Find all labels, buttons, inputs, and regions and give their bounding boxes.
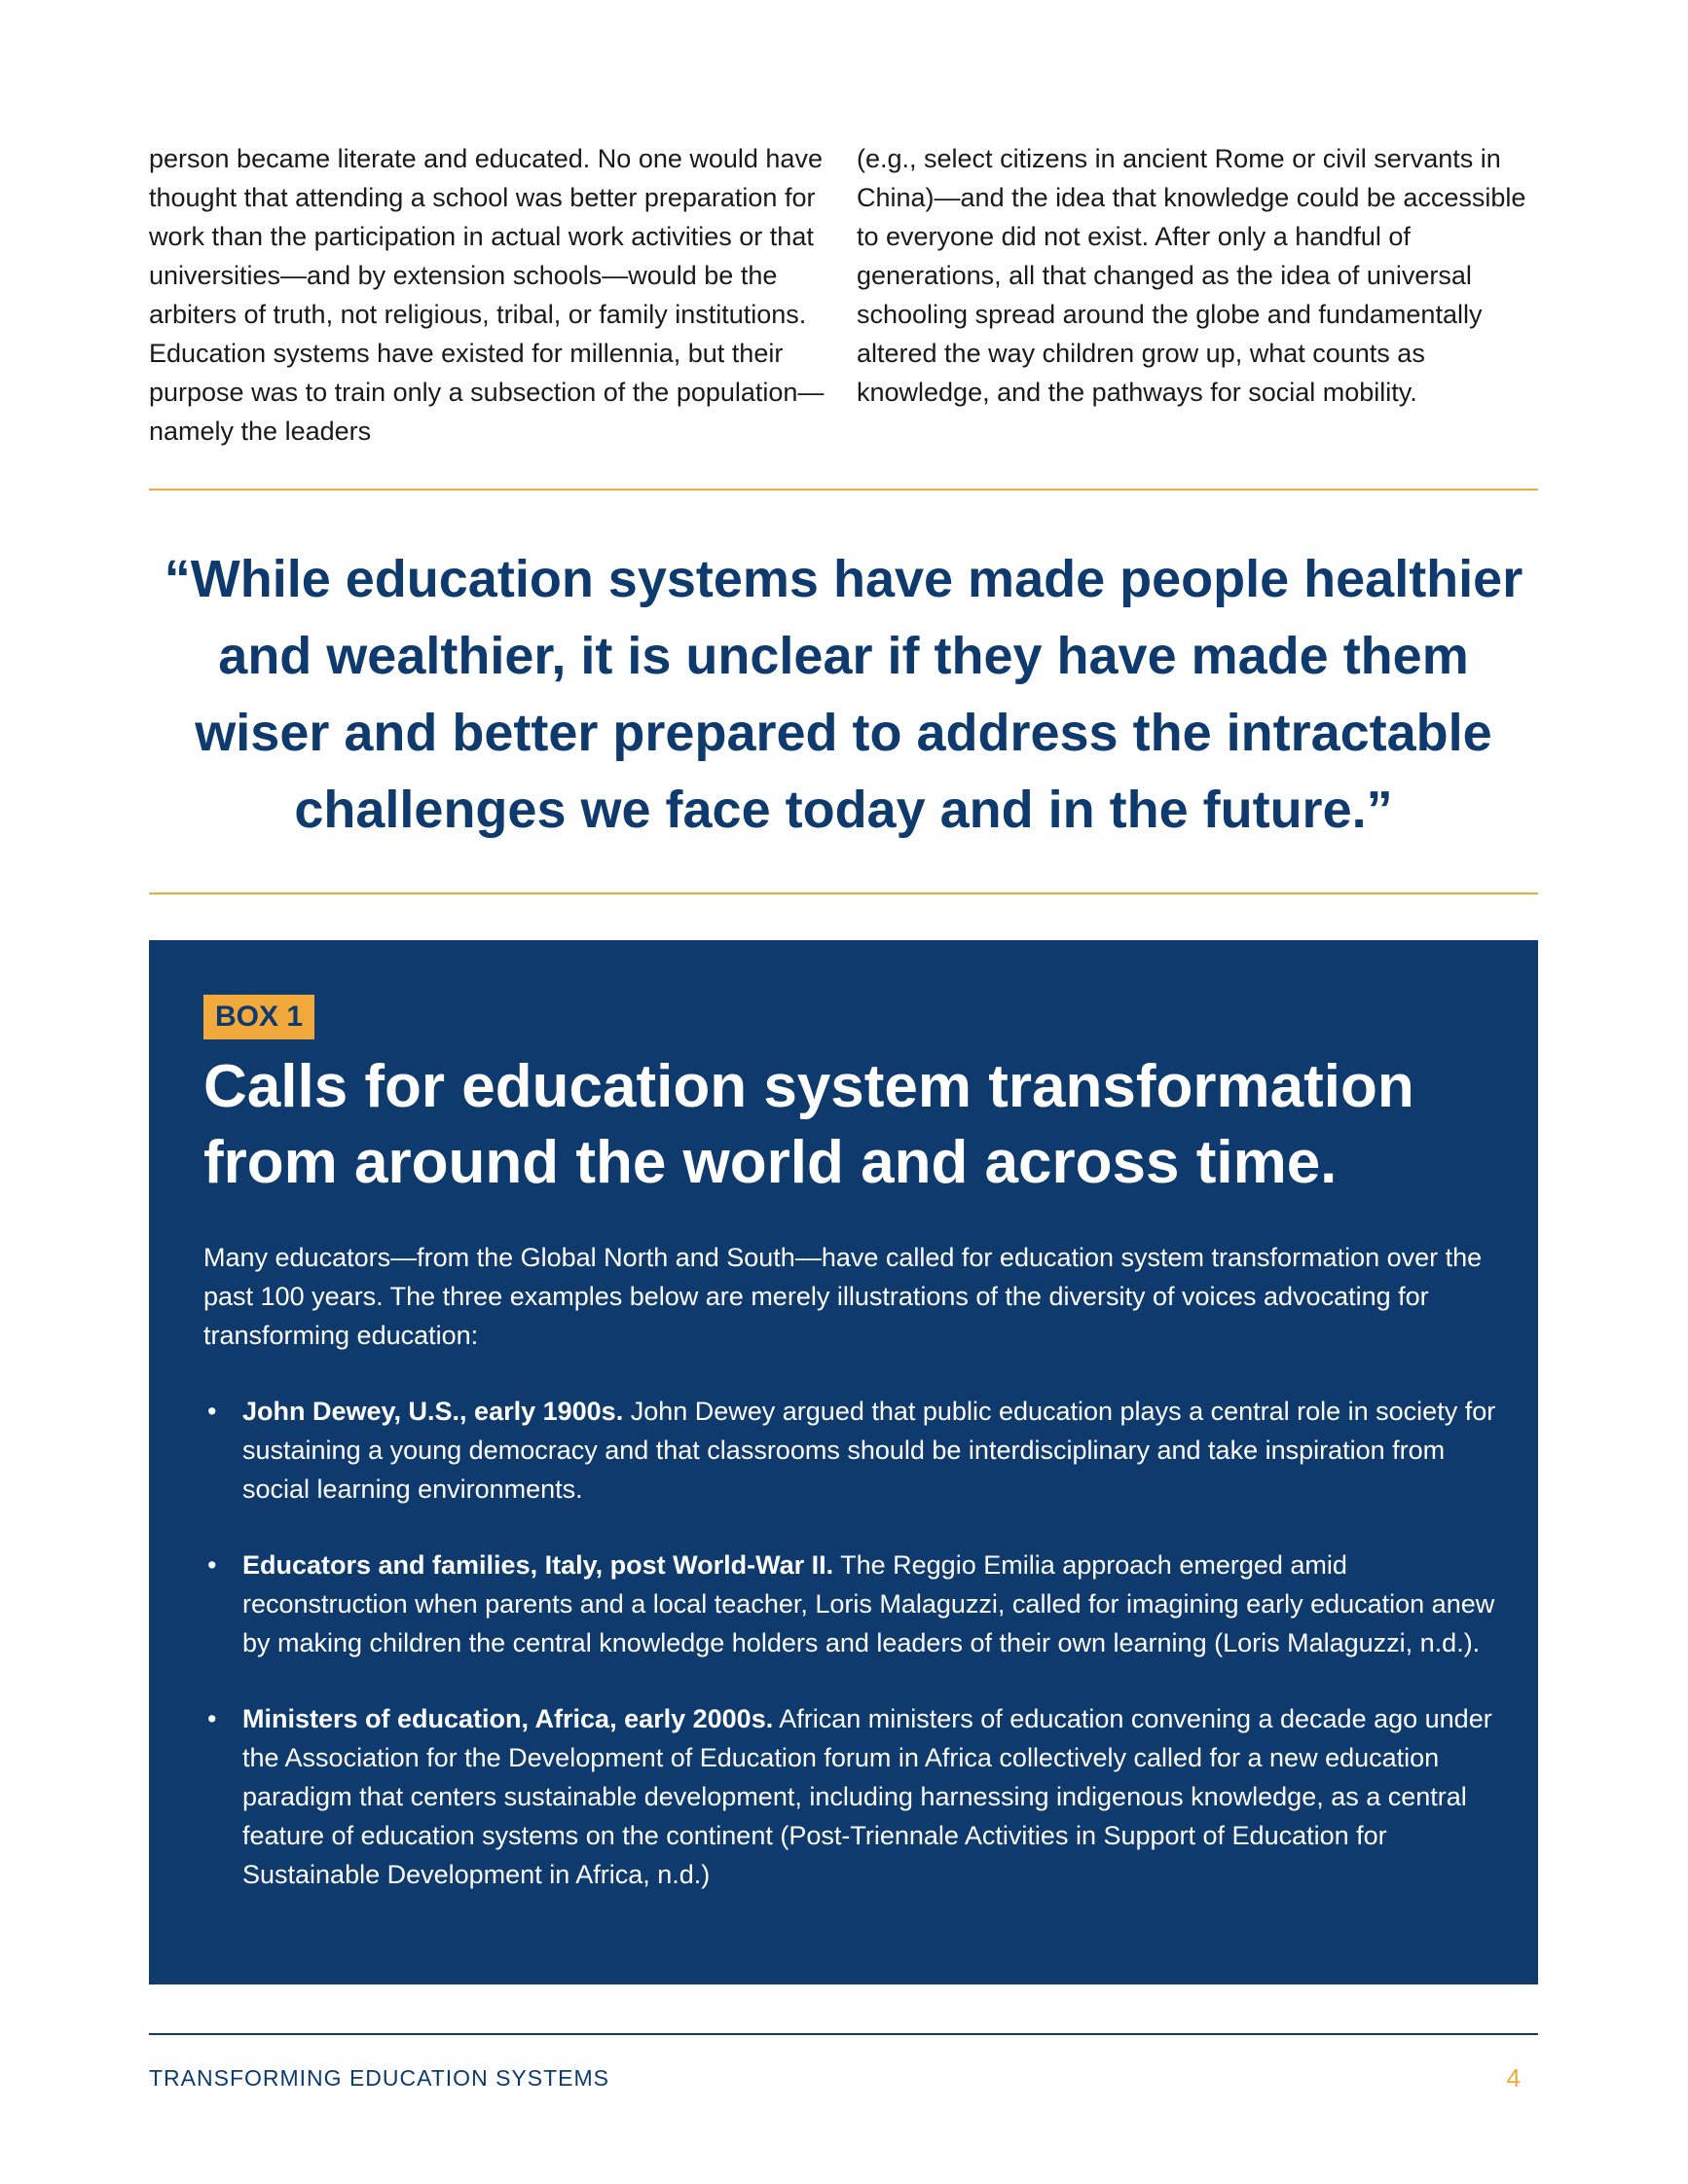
pullquote-bottom-rule	[149, 892, 1538, 894]
list-item-text: John Dewey argued that public education plays a central role in society for sustaining a young democracy and that classrooms should be interdisciplinary and take inspiration from social learning environments.	[242, 1397, 1496, 1504]
list-item	[203, 1546, 1498, 1662]
bullet-icon: •	[207, 1704, 217, 1733]
page-number: 4	[1506, 2063, 1521, 2093]
list-item	[203, 1699, 1498, 1894]
footer-rule	[149, 2033, 1538, 2035]
bullet-icon: •	[207, 1550, 217, 1580]
box-intro: Many educators—from the Global North and South—have called for education system transformation over the past 100 years. The three examples below are merely illustrations of the diversity of voices advocating for transforming education:	[203, 1243, 1483, 1350]
pullquote-line: and wealthier, it is unclear if they have made them	[218, 627, 1469, 685]
box-title-line: Calls for education system transformation	[203, 1053, 1414, 1120]
list-item	[203, 1392, 1498, 1509]
pullquote-line: wiser and better prepared to address the intractable	[195, 704, 1492, 762]
running-title: TRANSFORMING EDUCATION SYSTEMS	[149, 2065, 609, 2091]
body-columns	[149, 139, 1538, 451]
list-item-text: The Reggio Emilia approach emerged amid reconstruction when parents and a local teacher, Loris Malaguzzi, called for imagining early education anew by making children the central knowledge holders and leaders of their own learning (Loris Malaguzzi, n.d.).	[242, 1550, 1495, 1657]
body-column-left: person became literate and educated. No one would have thought that attending a school was better preparation for work than the participation in actual work activities or that universities—and by extension schools—would be the arbiters of truth, not religious, tribal, or family institutions. Education systems have existed for millennia, but their purpose was to train only a subsection of the population—namely the leaders	[149, 144, 825, 446]
body-column-right: (e.g., select citizens in ancient Rome or civil servants in China)—and the idea that knowledge could be accessible to everyone did not exist. After only a handful of generations, all that changed as the idea of universal schooling spread around the globe and fundamentally altered the way children grow up, what counts as knowledge, and the pathways for social mobility.	[857, 144, 1526, 407]
pullquote-top-rule	[149, 489, 1538, 491]
box-label-badge: BOX 1	[203, 995, 314, 1039]
list-item-lead: Educators and families, Italy, post World-War II.	[242, 1550, 834, 1580]
list-item-lead: John Dewey, U.S., early 1900s.	[242, 1397, 624, 1426]
list-item-text: African ministers of education convening a decade ago under the Association for the Development of Education forum in Africa collectively called for a new education paradigm that centers sustainable development, including harnessing indigenous knowledge, as a central feature of education systems on the continent (Post-Triennale Activities in Support of Education for Sustainable Development in Africa, n.d.)	[242, 1704, 1492, 1889]
box-bullet-list	[203, 1392, 1498, 1894]
pullquote	[149, 541, 1538, 849]
sidebar-box-content	[203, 995, 1498, 1931]
document-page	[149, 0, 1538, 2184]
pullquote-line: “While education systems have made people healthier	[164, 550, 1523, 608]
bullet-icon: •	[207, 1397, 217, 1426]
pullquote-line: challenges we face today and in the future.”	[294, 781, 1393, 839]
list-item-lead: Ministers of education, Africa, early 2000s.	[242, 1704, 774, 1733]
box-title-line: from around the world and across time.	[203, 1129, 1338, 1196]
sidebar-box	[149, 940, 1538, 1984]
box-title	[203, 1049, 1498, 1201]
